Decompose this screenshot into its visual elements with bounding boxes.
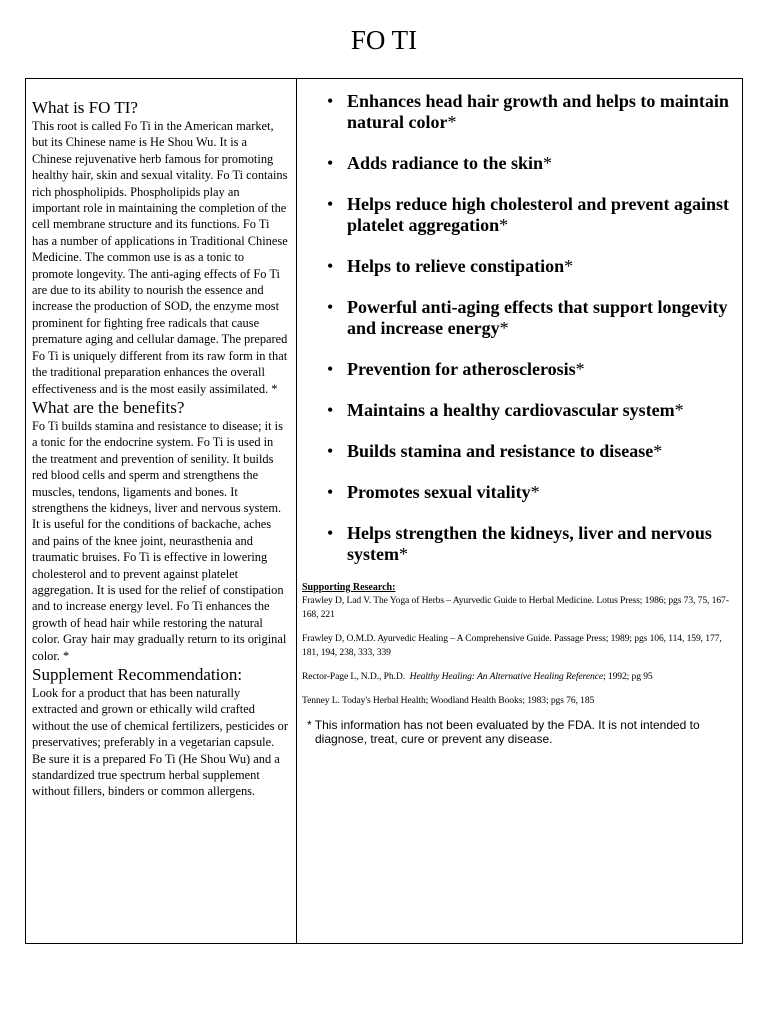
benefit-text: Builds stamina and resistance to disease xyxy=(347,441,654,461)
bullet-icon: • xyxy=(327,441,334,461)
page-title: FO TI xyxy=(350,25,418,55)
reference-3 xyxy=(302,670,738,684)
benefit-text: Promotes sexual vitality xyxy=(347,482,531,502)
bullet-icon: • xyxy=(327,482,334,502)
asterisk: * xyxy=(543,153,553,173)
benefit-item xyxy=(302,194,738,236)
asterisk: * xyxy=(447,112,457,132)
content-box xyxy=(25,78,743,944)
reference-3-author: Rector-Page L, N.D., Ph.D. xyxy=(302,671,405,682)
fda-disclaimer xyxy=(302,718,738,746)
bullet-icon: • xyxy=(327,256,334,276)
bullet-icon: • xyxy=(327,400,334,420)
benefit-item xyxy=(302,153,738,174)
disclaimer-line-2: diagnose, treat, cure or prevent any disease. xyxy=(315,732,553,746)
disclaimer-line-1: * This information has not been evaluated by the FDA. It is not intended to xyxy=(307,718,700,732)
supplement-heading: Supplement Recommendation: xyxy=(32,665,243,684)
bullet-icon: • xyxy=(327,359,334,379)
benefit-text: Powerful anti-aging effects that support longevity and increase energy xyxy=(347,297,728,338)
benefit-item xyxy=(302,441,738,462)
benefit-item xyxy=(302,400,738,421)
benefit-item xyxy=(302,482,738,503)
benefit-text: Enhances head hair growth and helps to maintain natural color xyxy=(347,91,729,132)
bullet-icon: • xyxy=(327,91,334,111)
asterisk: * xyxy=(530,482,540,502)
asterisk: * xyxy=(399,544,408,564)
reference-3-title: Healthy Healing: An Alternative Healing Reference xyxy=(409,671,604,682)
reference-2: Frawley D, O.M.D. Ayurvedic Healing – A Comprehensive Guide. Passage Press; 1989; pgs 106, 114, 159, 177, 181, 194, 238, 333, 339 xyxy=(302,633,722,658)
benefit-item xyxy=(302,359,738,380)
benefits-body: Fo Ti builds stamina and resistance to disease; it is a tonic for the endocrine system. Fo Ti is used in the treatment and prevention of senility. It builds red blood cells and sperm and strengthens the muscles, tendons, ligaments and bones. It strengthens the kidneys, liver and nervous system. It is useful for the conditions of backache, aches and pains of the knee joint, neurasthenia and traumatic bruises. Fo Ti is effective in lowering cholesterol and to prevent against platelet aggregation. It is used for the relief of constipation and to increase energy level. Fo Ti enhances the growth of head hair while restoring the natural color. Gray hair may gradually return to its original color. * xyxy=(32,418,287,663)
benefit-text: Helps strengthen the kidneys, liver and nervous system xyxy=(347,523,712,564)
asterisk: * xyxy=(499,318,509,338)
bullet-icon: • xyxy=(327,153,334,173)
reference-1: Frawley D, Lad V. The Yoga of Herbs – Ayurvedic Guide to Herbal Medicine. Lotus Press; 1986; pgs 73, 75, 167-168, 221 xyxy=(302,595,729,620)
benefit-text: Prevention for atherosclerosis xyxy=(347,359,576,379)
what-heading: What is FO TI? xyxy=(32,98,138,117)
reference-4: Tenney L. Today's Herbal Health; Woodland Health Books; 1983; pgs 76, 185 xyxy=(302,695,595,706)
left-column xyxy=(32,97,288,800)
asterisk: * xyxy=(575,359,585,379)
bullet-icon: • xyxy=(327,194,334,214)
benefit-list xyxy=(302,91,738,565)
asterisk: * xyxy=(564,256,574,276)
what-body: This root is called Fo Ti in the American market, but its Chinese name is He Shou Wu. It is a Chinese rejuvenative herb famous for promoting healthy hair, skin and sexual vitality. Fo Ti contains rich phospholipids. Phospholipids play an important role in maintaining the completion of the cell membrane structure and its functions. Fo Ti has a number of applications in Traditional Chinese Medicine. The common use is as a tonic to promote longevity. The anti-aging effects of Fo Ti are due to its ability to nourish the essence and increase the production of SOD, the enzyme most prominent for fighting free radicals that cause premature aging and cellular damage. The prepared Fo Ti is uniquely different from its raw form in that the traditional preparation enhances the overall effectiveness and is the most easily assimilated. * xyxy=(32,119,288,396)
research-heading: Supporting Research: xyxy=(302,582,396,593)
supplement-body: Look for a product that has been naturally extracted and grown or ethically wild crafted without the use of chemical fertilizers, pesticides or preservatives; preferably in a vegetarian capsule. Be sure it is a prepared Fo Ti (He Shou Wu) and a standardized true spectrum herbal supplement without fillers, binders or common allergens. xyxy=(32,686,288,799)
right-column xyxy=(302,91,738,746)
column-divider xyxy=(296,79,297,943)
benefit-item xyxy=(302,297,738,339)
benefit-text: Helps to relieve constipation xyxy=(347,256,565,276)
benefits-heading: What are the benefits? xyxy=(32,397,185,417)
benefit-item xyxy=(302,523,738,565)
benefit-item xyxy=(302,91,738,133)
benefit-text: Helps reduce high cholesterol and prevent against platelet aggregation xyxy=(347,194,730,235)
asterisk: * xyxy=(499,215,509,235)
benefit-text: Adds radiance to the skin xyxy=(347,153,544,173)
reference-3-details: ; 1992; pg 95 xyxy=(603,671,653,682)
bullet-icon: • xyxy=(327,297,334,317)
benefit-text: Maintains a healthy cardiovascular system xyxy=(347,400,675,420)
benefit-item xyxy=(302,256,738,277)
supporting-research xyxy=(302,581,738,708)
asterisk: * xyxy=(674,400,684,420)
bullet-icon: • xyxy=(327,523,334,543)
asterisk: * xyxy=(653,441,663,461)
